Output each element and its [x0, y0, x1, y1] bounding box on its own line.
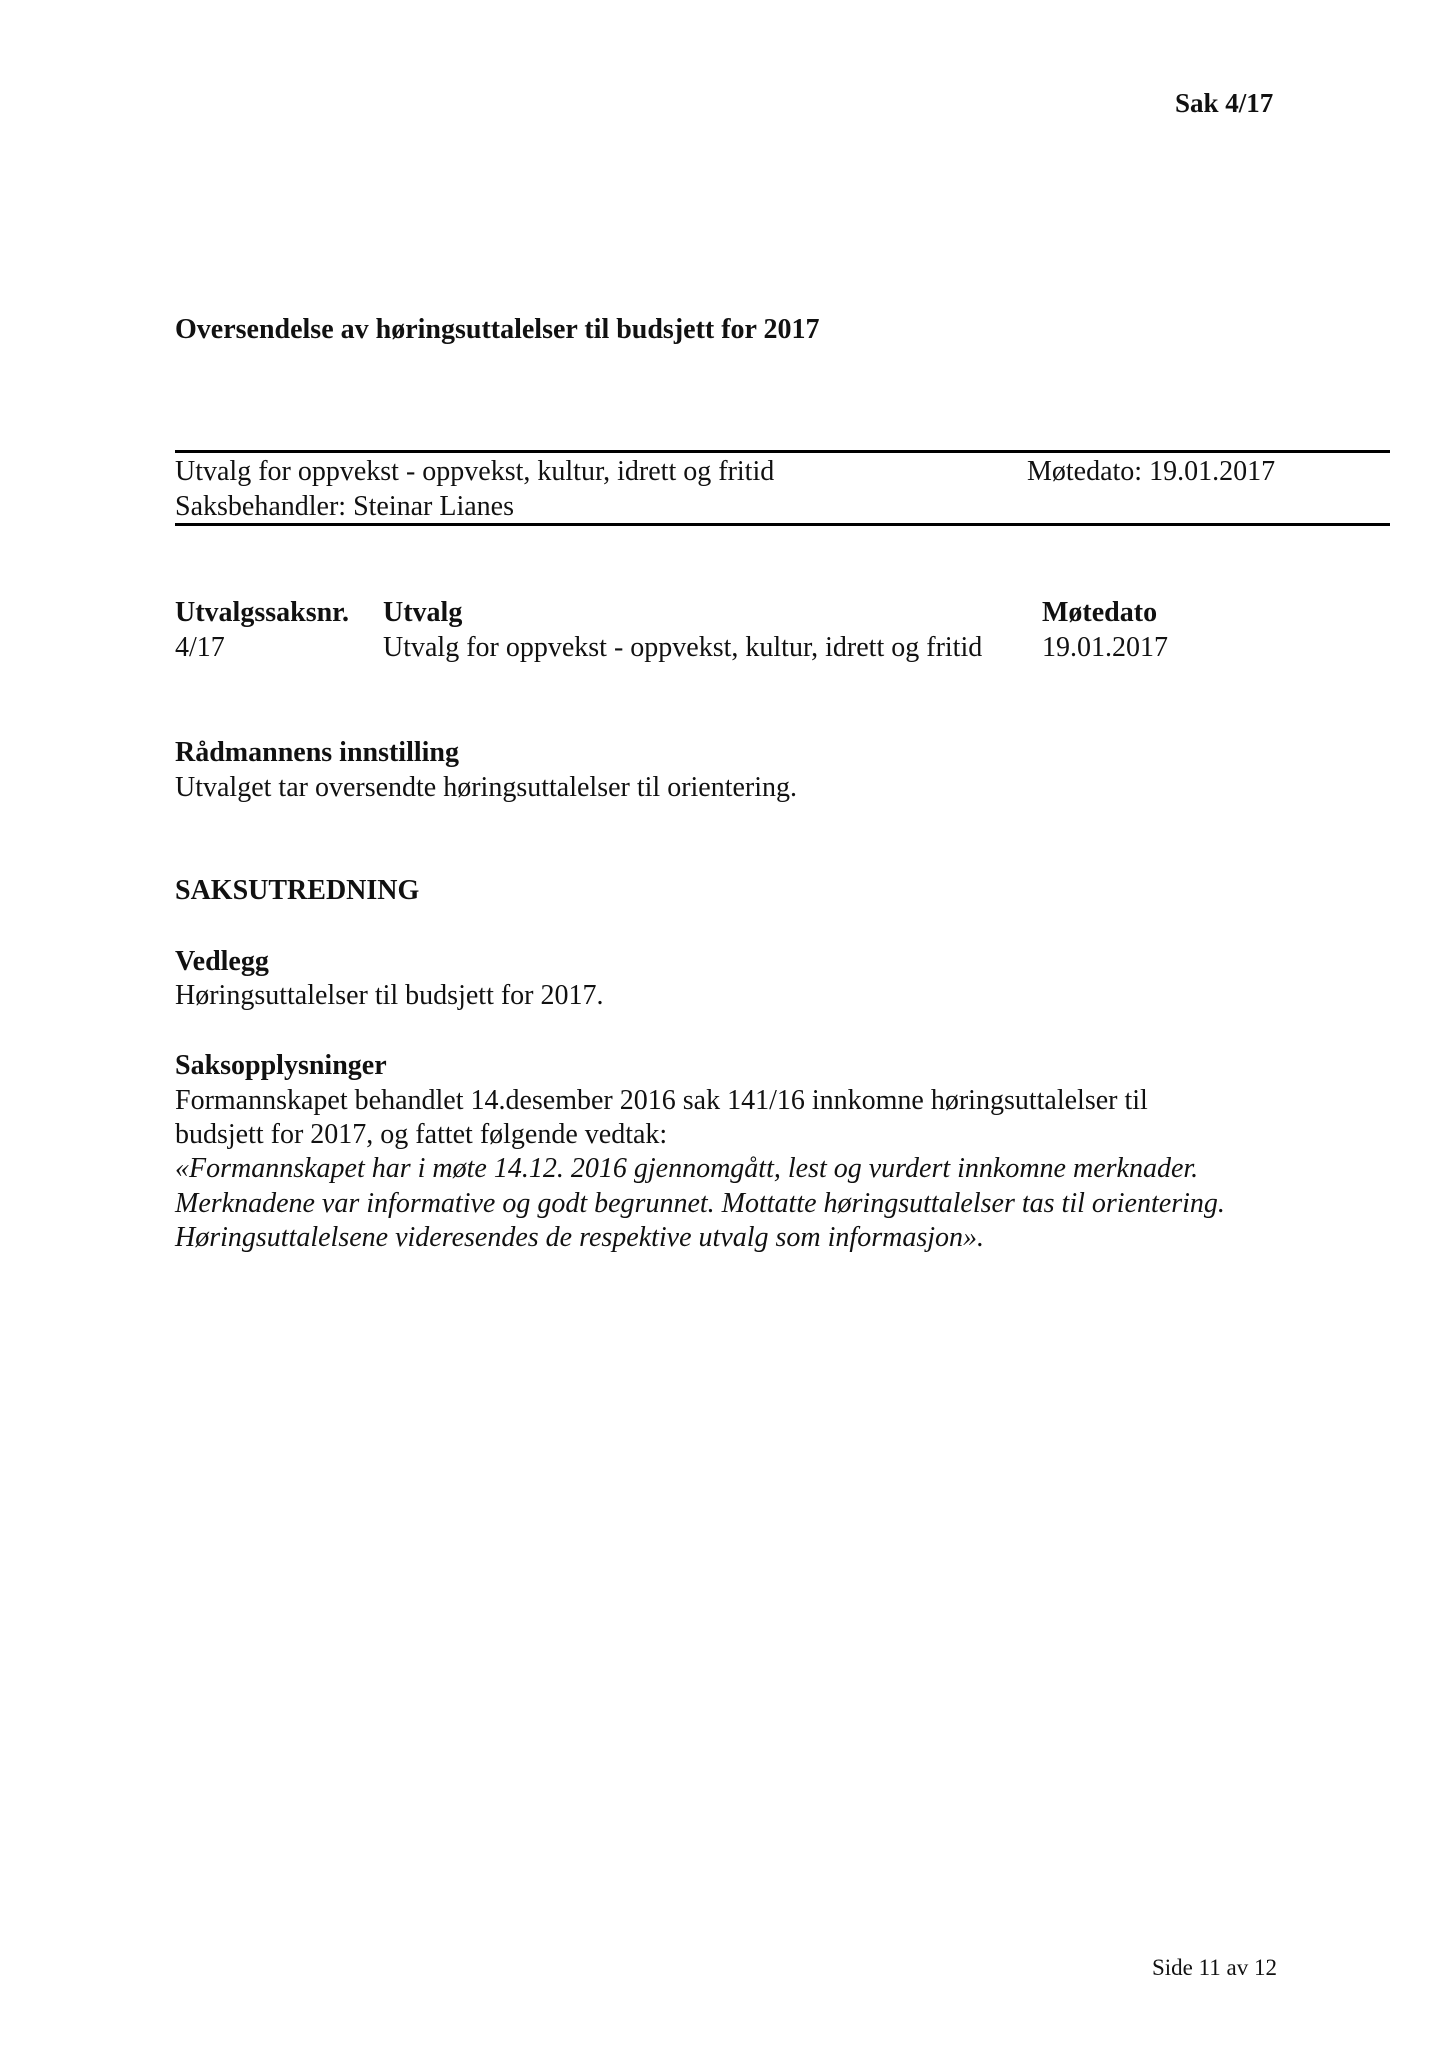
recommendation-heading: Rådmannens innstilling [175, 737, 459, 768]
attachments-text: Høringsuttalelser til budsjett for 2017. [175, 980, 604, 1011]
case-info-line-1: Formannskapet behandlet 14.desember 2016 sak 141/16 innkomne høringsuttalelser til [175, 1085, 1148, 1116]
attachments-heading: Vedlegg [175, 946, 269, 977]
committee-name: Utvalg for oppvekst - oppvekst, kultur, idrett og fritid [175, 456, 775, 487]
case-info-line-2: budsjett for 2017, og fattet følgende vedtak: [175, 1119, 668, 1150]
recommendation-text: Utvalget tar oversendte høringsuttalelser til orientering. [175, 772, 798, 803]
cell-case-no: 4/17 [175, 632, 225, 663]
col-header-case-no: Utvalgssaksnr. [175, 597, 350, 628]
saksutredning-heading: SAKSUTREDNING [175, 875, 420, 906]
col-header-date: Møtedato [1042, 597, 1158, 628]
meeting-date: Møtedato: 19.01.2017 [1027, 456, 1276, 487]
quote-line-2: Merknadene var informative og godt begrunnet. Mottatte høringsuttalelser tas til orientering. [175, 1188, 1225, 1219]
case-officer: Saksbehandler: Steinar Lianes [175, 491, 515, 522]
cell-committee: Utvalg for oppvekst - oppvekst, kultur, idrett og fritid [383, 632, 983, 663]
quote-line-1: «Formannskapet har i møte 14.12. 2016 gjennomgått, lest og vurdert innkomne merknader. [175, 1153, 1199, 1184]
case-reference: Sak 4/17 [1175, 88, 1274, 118]
col-header-committee: Utvalg [383, 597, 463, 628]
quote-line-3: Høringsuttalelsene videresendes de respektive utvalg som informasjon». [175, 1222, 984, 1253]
case-info-heading: Saksopplysninger [175, 1050, 387, 1081]
document-title: Oversendelse av høringsuttalelser til budsjett for 2017 [175, 314, 820, 345]
bottom-rule [175, 523, 1390, 526]
cell-date: 19.01.2017 [1042, 632, 1168, 663]
top-rule [175, 450, 1390, 453]
page-number: Side 11 av 12 [1152, 1955, 1277, 1980]
